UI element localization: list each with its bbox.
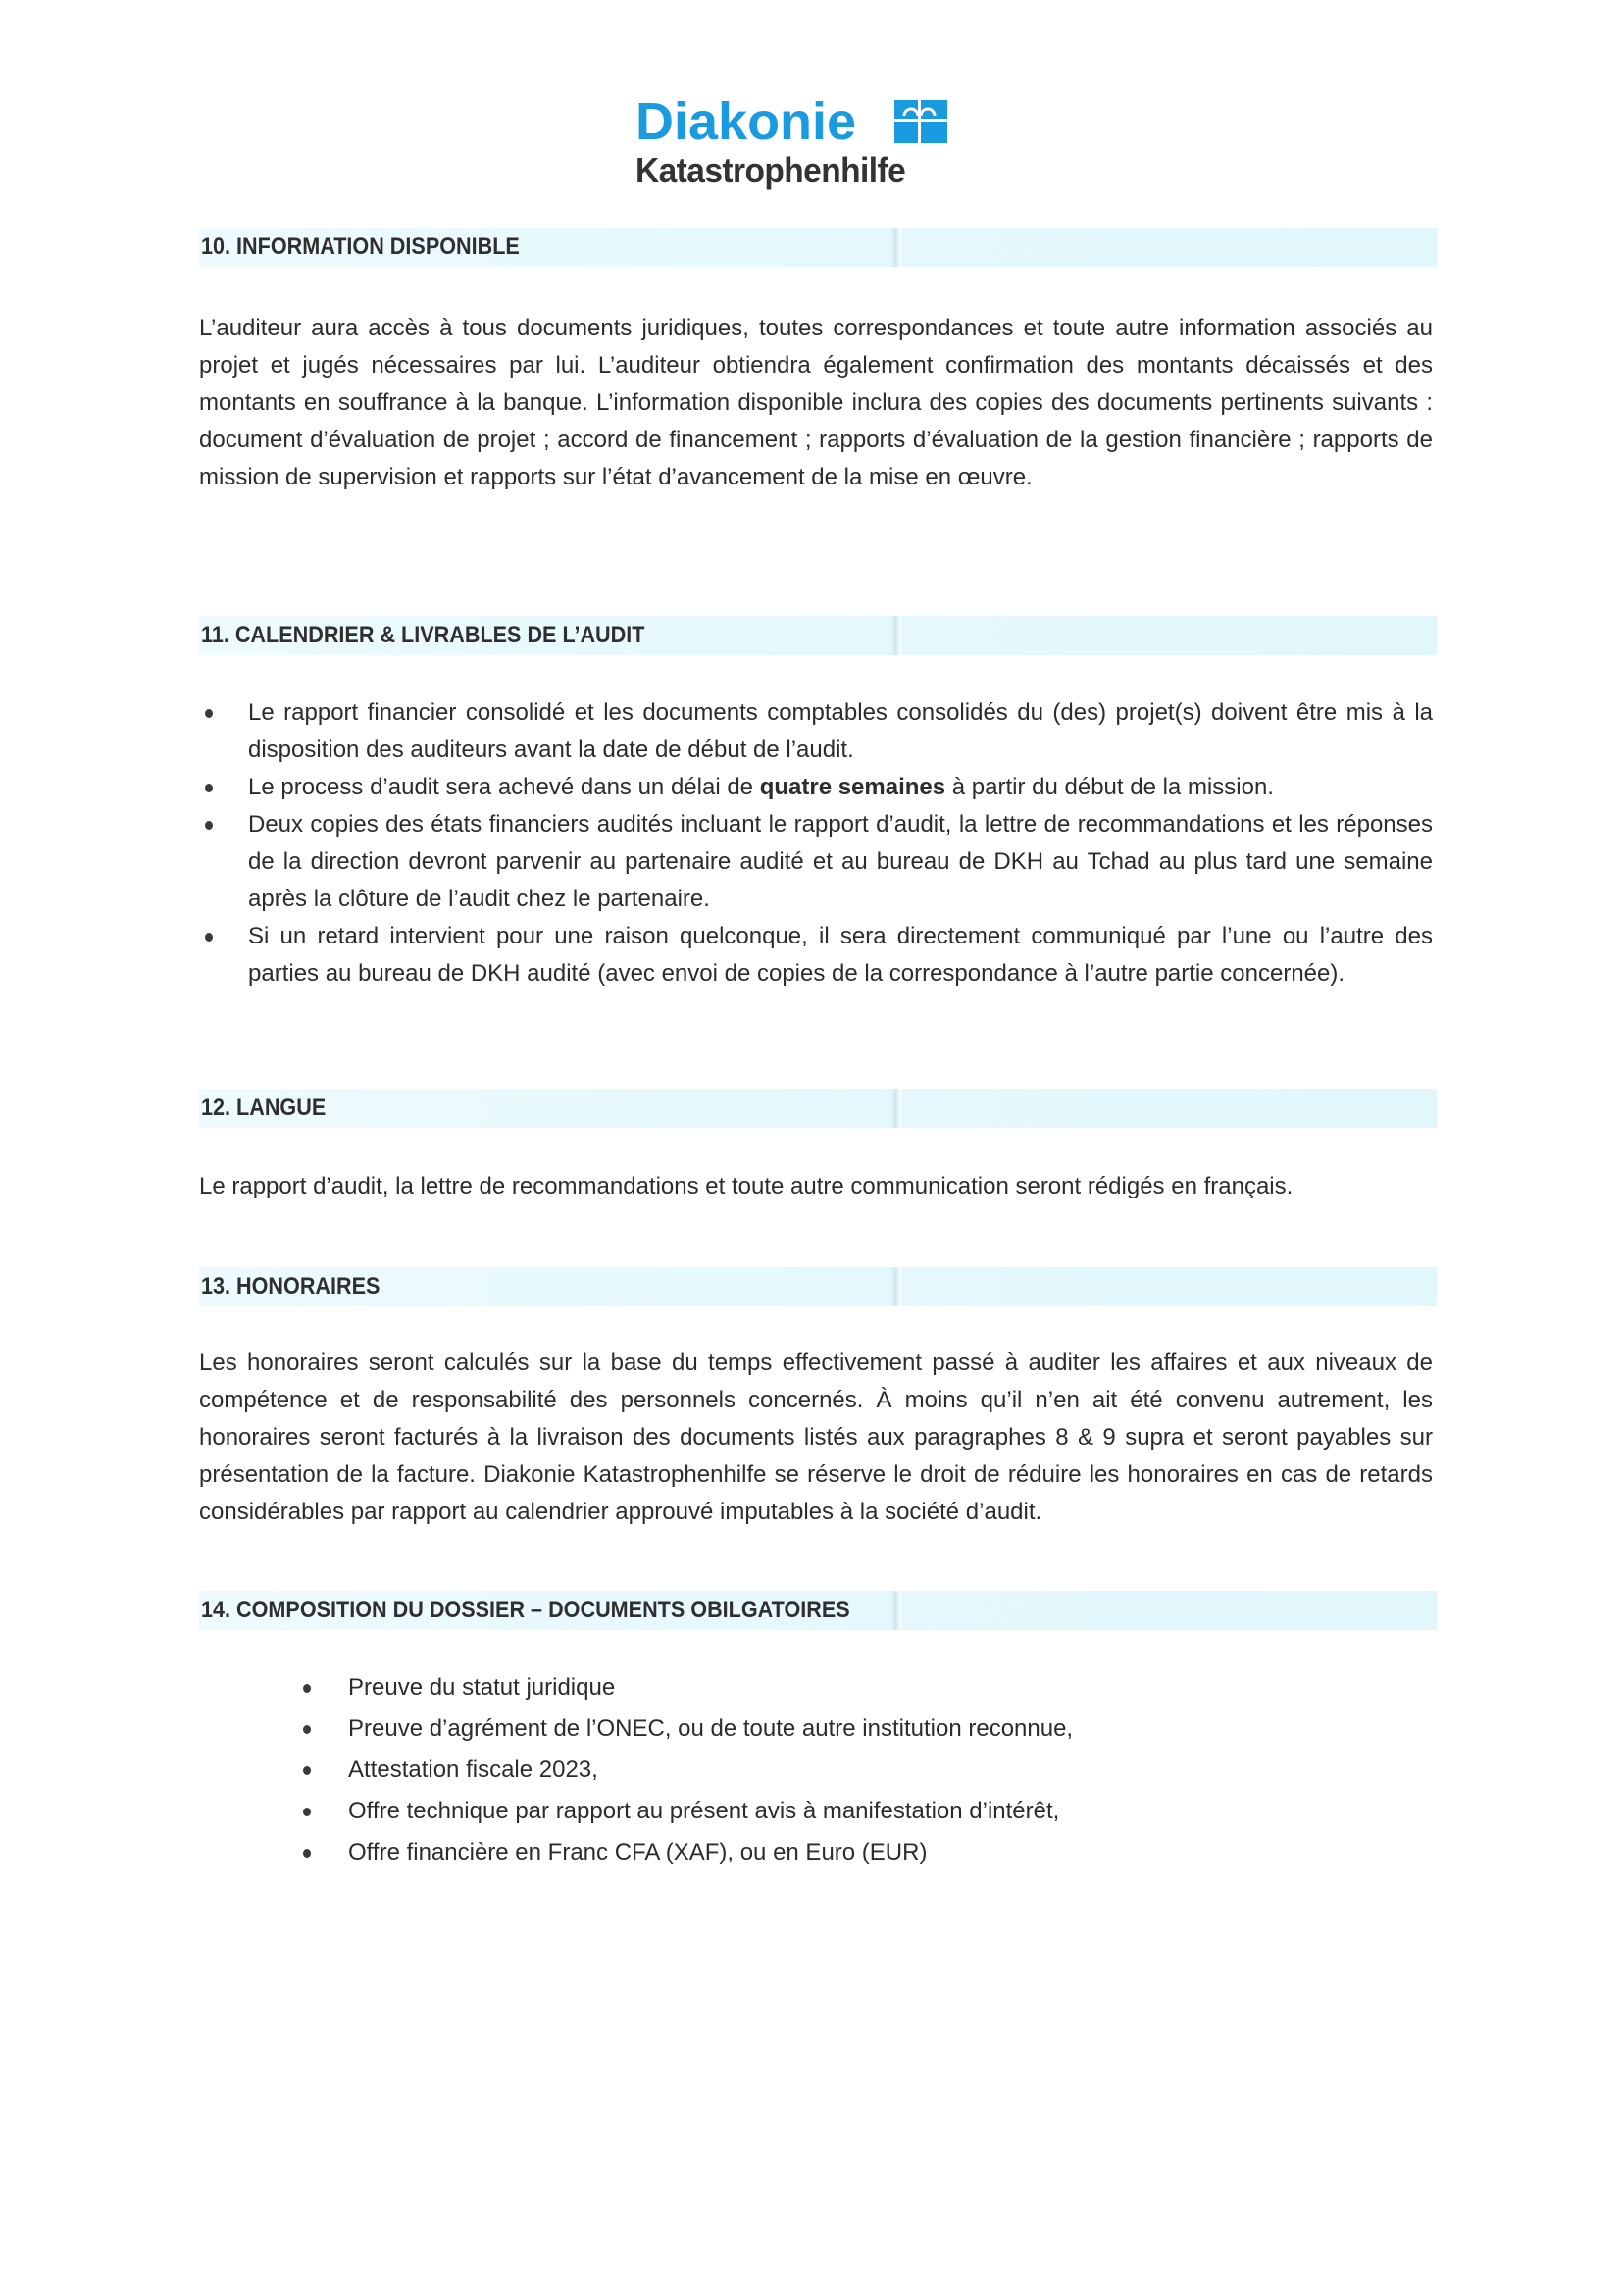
list-item: Deux copies des états financiers audités incluant le rapport d’audit, la lettre de recommandations et les réponses de la direction devront parvenir au partenaire audité et au bureau de DKH au Tchad au plus tard une semaine après la clôture de l’audit chez le partenaire. bbox=[248, 806, 1433, 918]
list-item: Attestation fiscale 2023, bbox=[348, 1750, 1329, 1791]
section-14-bullet-list bbox=[348, 1667, 1329, 1873]
section-heading-13 bbox=[199, 1267, 1437, 1306]
paragraph: L’auditeur aura accès à tous documents juridiques, toutes correspondances et toute autre information associés au projet et jugés nécessaires par lui. L’auditeur obtiendra également confirmation des montants décaissés et des montants en souffrance à la banque. L’information disponible inclura des copies des documents pertinents suivants : document d’évaluation de projet ; accord de financement ; rapports d’évaluation de la gestion financière ; rapports de mission de supervision et rapports sur l’état d’avancement de la mise en œuvre. bbox=[199, 315, 1433, 490]
list-item: Offre technique par rapport au présent avis à manifestation d’intérêt, bbox=[348, 1791, 1329, 1832]
section-heading-10 bbox=[199, 228, 1437, 267]
bullet-icon bbox=[303, 1808, 311, 1816]
diakonie-cross-icon bbox=[894, 100, 947, 143]
list-item: Si un retard intervient pour une raison quelconque, il sera directement communiqué par l’une ou l’autre des parties au bureau de DKH audité (avec envoi de copies de la correspondance à l’autre partie concernée). bbox=[248, 918, 1433, 993]
section-title: 10. INFORMATION DISPONIBLE bbox=[201, 233, 520, 260]
section-title: 13. HONORAIRES bbox=[201, 1273, 381, 1300]
list-item: Le rapport financier consolidé et les documents comptables consolidés du (des) projet(s) doivent être mis à la disposition des auditeurs avant la date de début de l’audit. bbox=[248, 694, 1433, 769]
section-heading-11 bbox=[199, 616, 1437, 655]
section-12-body bbox=[199, 1168, 1376, 1205]
bullet-icon bbox=[303, 1684, 311, 1693]
section-13-body bbox=[199, 1345, 1433, 1531]
list-item: Le process d’audit sera achevé dans un délai de quatre semaines à partir du début de la mission. bbox=[248, 769, 1433, 806]
diakonie-logo bbox=[635, 90, 959, 198]
bullet-icon bbox=[303, 1849, 311, 1858]
section-11-bullet-list bbox=[248, 694, 1433, 993]
logo-wordmark-diakonie: Diakonie bbox=[635, 92, 857, 151]
list-item: Offre financière en Franc CFA (XAF), ou en Euro (EUR) bbox=[348, 1832, 1329, 1873]
paragraph: Le rapport d’audit, la lettre de recommandations et toute autre communication seront rédigés en français. bbox=[199, 1173, 1294, 1199]
emphasis-duration: quatre semaines bbox=[759, 774, 946, 800]
bullet-icon bbox=[205, 784, 213, 792]
section-title: 12. LANGUE bbox=[201, 1095, 327, 1121]
bullet-icon bbox=[303, 1766, 311, 1775]
section-heading-14 bbox=[199, 1591, 1437, 1630]
logo-wordmark-katastrophenhilfe: Katastrophenhilfe bbox=[635, 150, 906, 190]
list-item: Preuve du statut juridique bbox=[348, 1667, 1329, 1708]
list-item: Preuve d’agrément de l’ONEC, ou de toute autre institution reconnue, bbox=[348, 1708, 1329, 1750]
section-heading-12 bbox=[199, 1089, 1437, 1128]
section-title: 14. COMPOSITION DU DOSSIER – DOCUMENTS OBILGATOIRES bbox=[201, 1597, 850, 1623]
bullet-icon bbox=[205, 821, 213, 830]
section-10-body bbox=[199, 310, 1433, 496]
bullet-icon bbox=[205, 933, 213, 942]
paragraph: Les honoraires seront calculés sur la base du temps effectivement passé à auditer les affaires et aux niveaux de compétence et de responsabilité des personnels concernés. À moins qu’il n’en ait été convenu autrement, les honoraires seront facturés à la livraison des documents listés aux paragraphes 8 & 9 supra et seront payables sur présentation de la facture. Diakonie Katastrophenhilfe se réserve le droit de réduire les honoraires en cas de retards considérables par rapport au calendrier approuvé imputables à la société d’audit. bbox=[199, 1350, 1433, 1525]
bullet-icon bbox=[303, 1725, 311, 1734]
section-title: 11. CALENDRIER & LIVRABLES DE L’AUDIT bbox=[201, 622, 645, 648]
bullet-icon bbox=[205, 709, 213, 718]
